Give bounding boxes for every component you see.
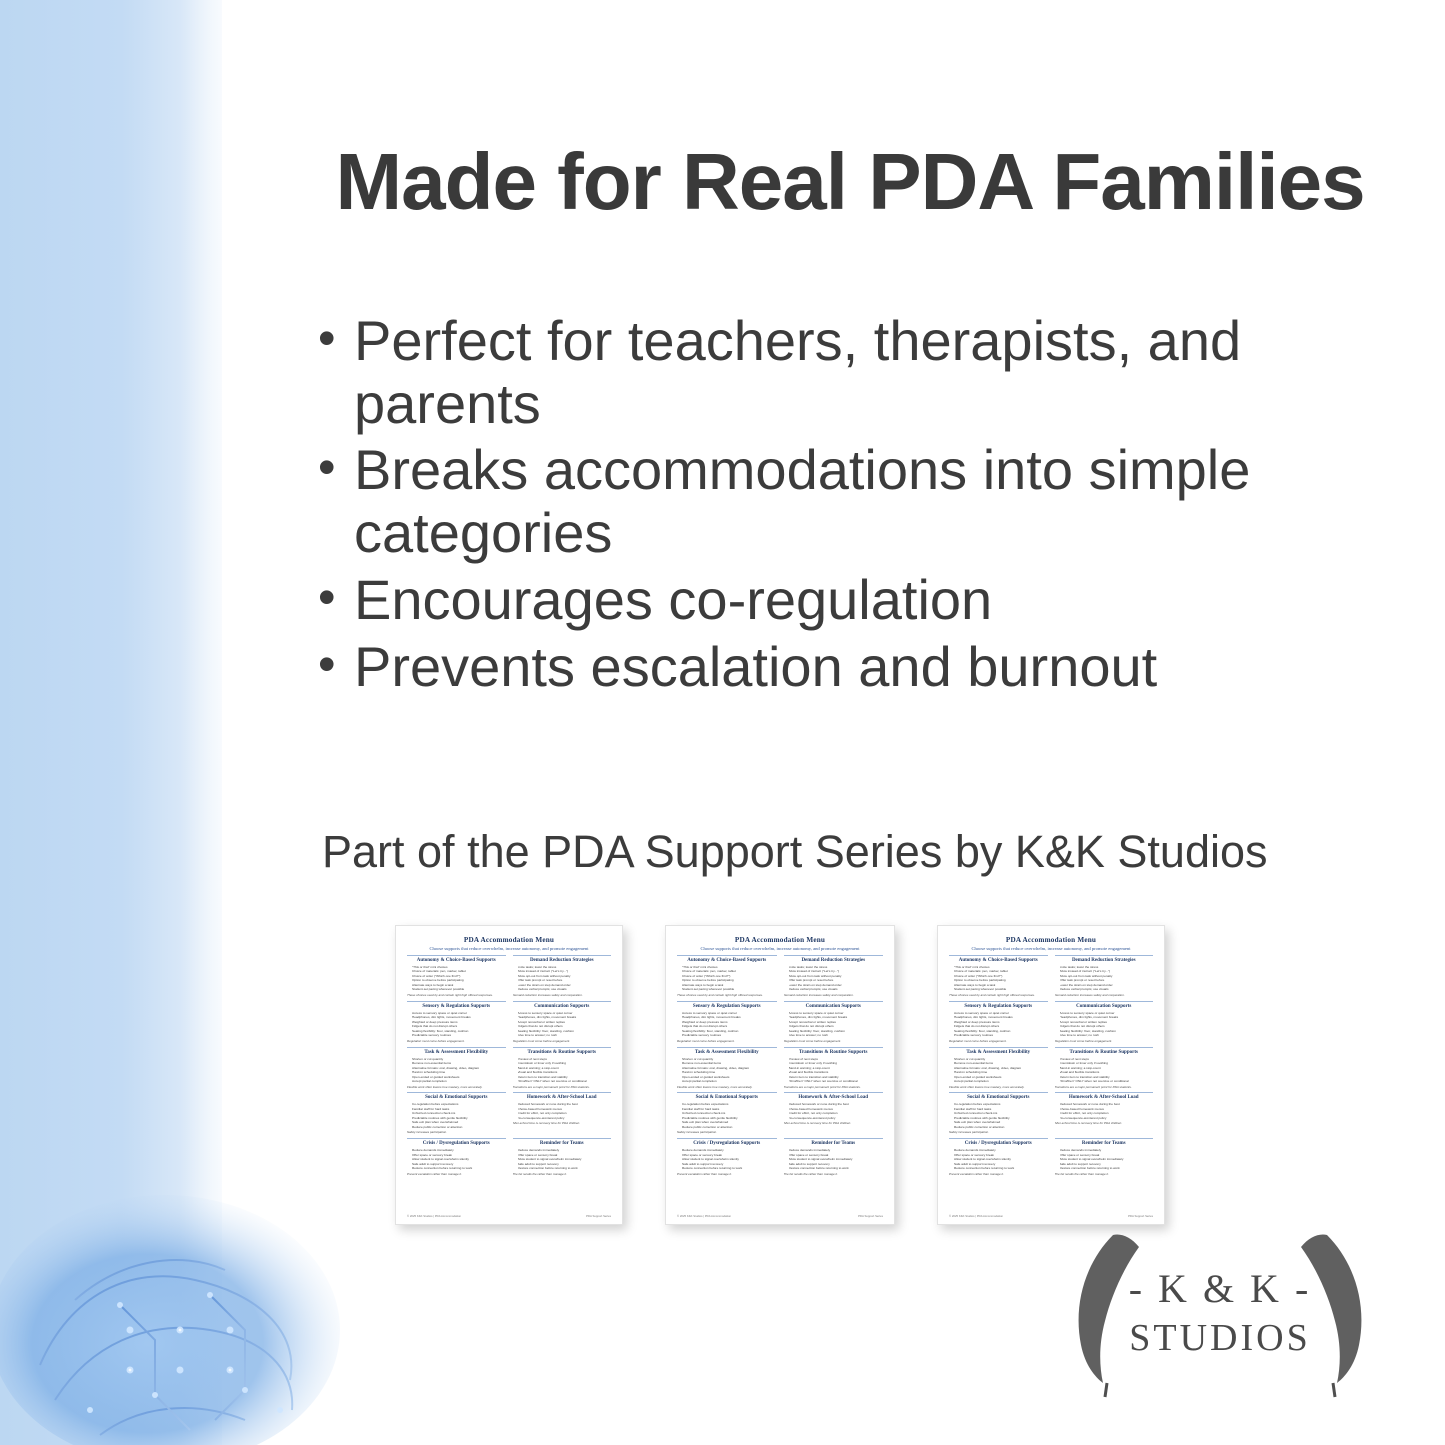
- doc-section-item: • No-consequence-at-interest policy: [789, 1116, 884, 1120]
- doc-section-heading: Demand Reduction Strategies: [801, 958, 866, 963]
- doc-section-item: • Return item to transition and stability: [518, 1075, 612, 1079]
- doc-section-item: • Access to sensory space or quiet corner: [412, 1011, 506, 1015]
- doc-footer-left: © 2025 K&K Studios | PDA Accommodation: [677, 1214, 732, 1218]
- doc-subtitle: Choose supports that reduce overwhelm, increase autonomy, and promote engagement: [971, 946, 1131, 951]
- doc-section-item: • Co-regulation before expectations: [412, 1102, 506, 1106]
- doc-section: [407, 955, 506, 998]
- doc-section: [1055, 1001, 1154, 1044]
- doc-section-note: After-school time is recovery time for PDA children.: [512, 1122, 581, 1126]
- doc-section: [784, 1138, 884, 1176]
- doc-section-item: • Familiar staff for hard tasks: [412, 1107, 506, 1111]
- doc-section-item: • Alternative formats: oral, drawing, video, diagram: [954, 1066, 1048, 1070]
- doc-section-note: These choices used by and contain right high offered responses.: [949, 993, 1035, 997]
- doc-section-item: • Fidgets that do not disrupt others: [412, 1024, 506, 1028]
- doc-section-item: • Reduce demands immediately: [412, 1148, 506, 1152]
- doc-section-item: • Access to sensory space or quiet corner: [682, 1011, 777, 1015]
- doc-section-heading: Reminder for Teams: [1081, 1141, 1126, 1147]
- doc-section-note: These choices used by and contain right high offered responses.: [407, 993, 493, 997]
- doc-section-note: Regulation must come before engagement.: [1054, 1039, 1113, 1043]
- doc-section-item: • Unhurried connection check-ins: [682, 1111, 777, 1115]
- doc-section-item: • Restore connection before returning to work: [412, 1166, 506, 1170]
- doc-section: [784, 955, 884, 998]
- doc-section-item: • Reduce demands immediately: [789, 1148, 884, 1152]
- doc-section-item: • Seating flexibility: floor, standing, cushion: [682, 1029, 777, 1033]
- doc-section-item: • Preview of next steps: [789, 1057, 884, 1061]
- doc-section-item: • Allow opt-out from task without penalty: [518, 974, 612, 978]
- doc-section-item: • Lower the strain on step demand order: [518, 983, 612, 987]
- doc-section-item: • Co-regulation before expectations: [954, 1102, 1048, 1106]
- doc-section-item: • Open-ended or guided worksheets: [412, 1075, 506, 1079]
- doc-section-item: • Reduce verbal prompts; use visuals: [789, 987, 884, 991]
- doc-section-item: • Safe adult to support recovery: [954, 1162, 1048, 1166]
- page-title: Made for Real PDA Families: [335, 137, 1365, 226]
- doc-section-note: Transitions are a major permanent point for PDA students.: [512, 1085, 590, 1089]
- doc-section-item: • Allow student to signal overwhelm silently: [682, 1157, 777, 1161]
- doc-section-item: • "First/then" ONLY when not coercive or conditional: [518, 1079, 612, 1083]
- doc-section-item: • Invite tasks; lower the stress: [518, 965, 612, 969]
- doc-section-heading: Reminder for Teams: [539, 1141, 584, 1147]
- doc-section-item: • Seating flexibility: floor, standing, cushion: [789, 1029, 884, 1033]
- doc-section-item: • Choice-based homework menus: [1060, 1107, 1154, 1111]
- doc-section-item: • Safe adult to support recovery: [682, 1162, 777, 1166]
- doc-section: [1055, 1047, 1154, 1090]
- doc-section: [513, 955, 612, 998]
- doc-section-heading: Sensory & Regulation Supports: [692, 1003, 761, 1009]
- doc-section: [677, 1001, 777, 1044]
- doc-section-item: • Accept partial completion: [412, 1079, 506, 1083]
- doc-section-item: • Predictable sensory routines: [412, 1033, 506, 1037]
- doc-section-item: • Reduce public correction or attention: [412, 1125, 506, 1129]
- doc-section-item: • Restore connection before returning to work: [954, 1166, 1048, 1170]
- doc-section-item: • Open-ended or guided worksheets: [682, 1075, 777, 1079]
- doc-section-item: • Restore connection before returning to work: [682, 1166, 777, 1170]
- doc-section: [949, 955, 1048, 998]
- doc-title: PDA Accommodation Menu: [463, 936, 555, 944]
- doc-section-item: • Shorten or cut quantity: [412, 1057, 506, 1061]
- doc-section-item: • Predictable sensory routines: [682, 1033, 777, 1037]
- doc-section-item: • Band-in warning; a stop-count: [518, 1066, 612, 1070]
- doc-section-item: • Student-set pacing whenever possible: [412, 987, 506, 991]
- doc-section-item: • Alternate ways to begin a task: [412, 983, 506, 987]
- doc-section-note: Safety increases participation.: [677, 1131, 718, 1135]
- doc-section-note: The list recalls the rather than manage it.: [512, 1172, 567, 1176]
- doc-footer-right: PDA Support Series: [586, 1214, 611, 1218]
- doc-section-item: • Headphones, dim lights, movement breaks: [954, 1015, 1048, 1019]
- doc-section-item: • "First/then" ONLY when not coercive or conditional: [789, 1079, 884, 1083]
- doc-footer-left: © 2025 K&K Studios | PDA Accommodation: [407, 1214, 462, 1218]
- doc-section-note: Regulation must come before engagement.: [407, 1039, 465, 1043]
- doc-footer-left: © 2025 K&K Studios | PDA Accommodation: [949, 1214, 1004, 1218]
- doc-section-item: • Credit for effort, not only completion: [518, 1111, 612, 1115]
- doc-section-item: • Reduced homework or none during the best: [1060, 1102, 1154, 1106]
- doc-section-item: • Hand-in scheduling time: [682, 1070, 777, 1074]
- doc-section-item: • Visual and flexible transitions: [1060, 1070, 1154, 1074]
- doc-section-item: • Offer space or sensory break: [412, 1153, 506, 1157]
- doc-section-item: • Reduce verbal prompts; use visuals: [1060, 987, 1154, 991]
- doc-section-item: • Reduced homework or none during the best: [789, 1102, 884, 1106]
- doc-section-item: • Allow student to signal overwhelm immediately: [789, 1157, 884, 1161]
- doc-section-item: • Seating flexibility: floor, standing, cushion: [954, 1029, 1048, 1033]
- doc-section-item: • Option to observe before participating: [412, 978, 506, 982]
- doc-section-item: • Shorten or cut quantity: [954, 1057, 1048, 1061]
- doc-section-item: • Choice of materials: pen, marker, tablet: [682, 969, 777, 973]
- doc-section-item: • Option to observe before participating: [682, 978, 777, 982]
- doc-section-heading: Transitions & Routine Supports: [1069, 1049, 1138, 1055]
- doc-section-item: • Seating flexibility: floor, standing, cushion: [518, 1029, 612, 1033]
- doc-section-item: • Restore connection before returning to work: [1060, 1166, 1154, 1170]
- doc-section-item: • Headphones, dim lights, movement breaks: [412, 1015, 506, 1019]
- band-fade-overlay: [180, 0, 250, 1445]
- doc-section-item: • Remove non-essential items: [954, 1061, 1048, 1065]
- doc-section-item: • Allow student to signal overwhelm silently: [954, 1157, 1048, 1161]
- doc-section-item: • Invite tasks; lower the stress: [1060, 965, 1154, 969]
- doc-section-item: • Alternate ways to begin a task: [954, 983, 1048, 987]
- bullet-marker-icon: •: [318, 310, 336, 366]
- doc-section-item: • Headphones, dim lights, movement breaks: [1060, 1015, 1154, 1019]
- list-item-label: Encourages co-regulation: [354, 567, 993, 631]
- doc-section-item: • Countdown or timer only if soothing: [518, 1061, 612, 1065]
- doc-section-item: • Band-in warning; a stop-count: [789, 1066, 884, 1070]
- doc-section-item: • Choice of materials: pen, marker, tablet: [412, 969, 506, 973]
- doc-section-note: Demand reduction increases safety and cooperation.: [512, 993, 583, 997]
- doc-section-item: • Reduce public correction or attention: [954, 1125, 1048, 1129]
- doc-section-item: • Reduce demands immediately: [518, 1148, 612, 1152]
- doc-section: [784, 1001, 884, 1044]
- doc-section-heading: Communication Supports: [805, 1003, 861, 1009]
- doc-section-item: • Student-set pacing whenever possible: [682, 987, 777, 991]
- doc-section-item: • Lower the strain on step demand order: [789, 983, 884, 987]
- doc-section-item: • Lower the strain on step demand order: [1060, 983, 1154, 987]
- doc-title: PDA Accommodation Menu: [734, 936, 826, 944]
- doc-section-heading: Crisis / Dysregulation Supports: [693, 1141, 761, 1147]
- doc-section-item: • Visual and flexible transitions: [518, 1070, 612, 1074]
- doc-section-item: • Safe adult to support recovery: [1060, 1162, 1154, 1166]
- doc-subtitle: Choose supports that reduce overwhelm, increase autonomy, and promote engagement: [429, 946, 589, 951]
- doc-section-item: • Offer space or sensory break: [789, 1153, 884, 1157]
- brand-logo: [1055, 1225, 1385, 1400]
- doc-section-item: • Access to sensory space or quiet corner: [1060, 1011, 1154, 1015]
- doc-section-item: • Band-in warning; a stop-count: [1060, 1066, 1154, 1070]
- doc-section-item: • Accept partial completion: [682, 1079, 777, 1083]
- doc-section: [949, 1001, 1048, 1044]
- doc-section-item: • Allow opt-out from task without penalty: [789, 974, 884, 978]
- doc-section-heading: Sensory & Regulation Supports: [422, 1003, 491, 1009]
- logo-line-1: - K & K -: [1128, 1266, 1312, 1311]
- doc-section-item: • Choice of order ("Which one first?"): [682, 974, 777, 978]
- doc-section-item: • Allow student to signal overwhelm silently: [412, 1157, 506, 1161]
- doc-section-item: • Give time to answer; no rush: [1060, 1033, 1154, 1037]
- doc-section-item: • Weighted or deep pressure items: [954, 1020, 1048, 1024]
- doc-section-item: • Safe adult to support recovery: [789, 1162, 884, 1166]
- doc-section: [407, 1001, 506, 1044]
- doc-section-item: • Accept nonverbal or written replies: [789, 1020, 884, 1024]
- doc-section-note: Prevent escalation rather than manage it.: [407, 1172, 462, 1176]
- doc-section-item: • Choice of order ("Which one first?"): [412, 974, 506, 978]
- doc-section-item: • Choice-based homework menus: [518, 1107, 612, 1111]
- doc-section-item: • Reduce public correction or attention: [682, 1125, 777, 1129]
- doc-section-heading: Autonomy & Choice-Based Supports: [416, 958, 496, 963]
- doc-section-item: • "First/then" ONLY when not coercive or conditional: [1060, 1079, 1154, 1083]
- doc-section-item: • Invite tasks; lower the stress: [789, 965, 884, 969]
- doc-section-heading: Sensory & Regulation Supports: [964, 1003, 1033, 1009]
- doc-section-note: After-school time is recovery time for PDA children.: [783, 1122, 852, 1126]
- doc-section-item: • Safe exit plan when overwhelmed: [412, 1120, 506, 1124]
- document-thumbnail[interactable]: [665, 925, 895, 1225]
- doc-section-heading: Transitions & Routine Supports: [799, 1049, 868, 1055]
- doc-section-item: • Reduce verbal prompts; use visuals: [518, 987, 612, 991]
- doc-section-item: • Reduce demands immediately: [682, 1148, 777, 1152]
- doc-section-item: • Allow opt-out from task without penalty: [1060, 974, 1154, 978]
- doc-section-item: • Give time to answer; no rush: [518, 1033, 612, 1037]
- doc-section-item: • Unhurried connection check-ins: [412, 1111, 506, 1115]
- doc-section-heading: Communication Supports: [1076, 1003, 1132, 1009]
- doc-section-item: • Restore connection before returning to work: [789, 1166, 884, 1170]
- doc-section-item: • No-consequence-at-interest policy: [518, 1116, 612, 1120]
- doc-section-item: • Hand-in scheduling time: [412, 1070, 506, 1074]
- doc-section-item: • Remove non-essential items: [412, 1061, 506, 1065]
- doc-section-item: • Fidgets that do not disrupt others: [1060, 1024, 1154, 1028]
- doc-section-item: • Visual and flexible transitions: [789, 1070, 884, 1074]
- doc-section-item: • "This or that" mini choices: [412, 965, 506, 969]
- doc-section-item: • Restore connection before returning to work: [518, 1166, 612, 1170]
- doc-section: [949, 1047, 1048, 1090]
- doc-section: [677, 1138, 777, 1176]
- doc-section-note: The list recalls the rather than manage it.: [1054, 1172, 1109, 1176]
- doc-section: [784, 1092, 884, 1135]
- doc-section-item: • Offer space or sensory break: [1060, 1153, 1154, 1157]
- doc-section-item: • Credit for effort, not only completion: [1060, 1111, 1154, 1115]
- doc-section-item: • Countdown or timer only if soothing: [1060, 1061, 1154, 1065]
- doc-section-note: Transitions are a major permanent point for PDA students.: [1054, 1085, 1132, 1089]
- doc-section-heading: Demand Reduction Strategies: [1071, 958, 1136, 963]
- doc-section-item: • Remove non-essential items: [682, 1061, 777, 1065]
- doc-section-heading: Social & Emotional Supports: [695, 1095, 758, 1101]
- doc-subtitle: Choose supports that reduce overwhelm, increase autonomy, and promote engagement: [700, 946, 860, 951]
- list-item: [318, 636, 1388, 699]
- doc-section-heading: Task & Assessment Flexibility: [424, 1049, 489, 1055]
- series-subline: Part of the PDA Support Series by K&K Studios: [322, 826, 1268, 877]
- logo-line-2: STUDIOS: [1129, 1317, 1311, 1359]
- doc-section-item: • Give time to answer; no rush: [789, 1033, 884, 1037]
- doc-section: [949, 1138, 1048, 1176]
- document-thumbnail[interactable]: [395, 925, 623, 1225]
- doc-section-item: • Allow instead of instruct ("Let's try..."): [1060, 969, 1154, 973]
- doc-section: [1055, 955, 1154, 998]
- doc-section-item: • Access to sensory space or quiet corner: [518, 1011, 612, 1015]
- doc-section-heading: Communication Supports: [534, 1003, 590, 1009]
- bullet-marker-icon: •: [318, 568, 336, 625]
- doc-section-item: • Access to sensory space or quiet corner: [954, 1011, 1048, 1015]
- doc-section: [784, 1047, 884, 1090]
- doc-section-note: Regulation must come before engagement.: [783, 1039, 842, 1043]
- doc-section-item: • Offer task prompt or reset before: [789, 978, 884, 982]
- doc-section: [1055, 1138, 1154, 1176]
- doc-section-item: • Alternate ways to begin a task: [682, 983, 777, 987]
- doc-section-heading: Social & Emotional Supports: [967, 1095, 1030, 1101]
- doc-section: [407, 1047, 506, 1090]
- doc-section-item: • Headphones, dim lights, movement breaks: [518, 1015, 612, 1019]
- doc-section-item: • Preview of next steps: [1060, 1057, 1154, 1061]
- list-item-label: Prevents escalation and burnout: [354, 634, 1158, 698]
- doc-section-item: • Alternative formats: oral, drawing, video, diagram: [682, 1066, 777, 1070]
- doc-section-heading: Demand Reduction Strategies: [529, 958, 594, 963]
- doc-section-item: • Countdown or timer only if soothing: [789, 1061, 884, 1065]
- doc-section-item: • Open-ended or guided worksheets: [954, 1075, 1048, 1079]
- doc-section-item: • Accept nonverbal or written replies: [518, 1020, 612, 1024]
- doc-section-note: Prevent escalation rather than manage it.: [949, 1172, 1004, 1176]
- doc-section: [513, 1138, 612, 1176]
- doc-section-item: • Co-regulation before expectations: [682, 1102, 777, 1106]
- doc-section: [1055, 1092, 1154, 1135]
- doc-section-item: • Predictable routines with gentle flexibility: [682, 1116, 777, 1120]
- doc-footer-right: PDA Support Series: [1128, 1214, 1153, 1218]
- doc-section: [407, 1138, 506, 1176]
- list-item: [318, 569, 1388, 632]
- doc-section-heading: Task & Assessment Flexibility: [966, 1049, 1031, 1055]
- doc-section-item: • Preview of next steps: [518, 1057, 612, 1061]
- doc-section-note: Flexible work often lowers true mastery, more accurately.: [949, 1085, 1025, 1089]
- doc-section-heading: Task & Assessment Flexibility: [694, 1049, 759, 1055]
- doc-section: [513, 1001, 612, 1044]
- doc-section-item: • Allow instead of instruct ("Let's try..."): [789, 969, 884, 973]
- doc-section-item: • Headphones, dim lights, movement breaks: [789, 1015, 884, 1019]
- doc-section-item: • Safe exit plan when overwhelmed: [954, 1120, 1048, 1124]
- doc-section-item: • No-consequence-at-interest policy: [1060, 1116, 1154, 1120]
- doc-section-item: • Predictable routines with gentle flexibility: [954, 1116, 1048, 1120]
- doc-section-item: • Headphones, dim lights, movement breaks: [682, 1015, 777, 1019]
- doc-section-item: • Offer space or sensory break: [518, 1153, 612, 1157]
- doc-section-item: • Shorten or cut quantity: [682, 1057, 777, 1061]
- doc-section-note: Flexible work often lowers true mastery, more accurately.: [677, 1085, 753, 1089]
- doc-section-item: • Reduce demands immediately: [954, 1148, 1048, 1152]
- doc-section-item: • Choice of materials: pen, marker, tablet: [954, 969, 1048, 973]
- doc-section: [513, 1047, 612, 1090]
- doc-section-item: • Offer task prompt or reset before: [518, 978, 612, 982]
- doc-section-item: • "This or that" mini choices: [682, 965, 777, 969]
- doc-section-heading: Reminder for Teams: [811, 1141, 856, 1147]
- doc-section-note: Regulation must come before engagement.: [677, 1039, 735, 1043]
- doc-section-item: • Familiar staff for hard tasks: [682, 1107, 777, 1111]
- doc-section: [513, 1092, 612, 1135]
- doc-section-heading: Transitions & Routine Supports: [527, 1049, 596, 1055]
- doc-section-note: Demand reduction increases safety and cooperation.: [1054, 993, 1125, 997]
- doc-section-item: • Reduce demands immediately: [1060, 1148, 1154, 1152]
- doc-section-item: • Allow student to signal overwhelm immediately: [518, 1157, 612, 1161]
- doc-section-heading: Autonomy & Choice-Based Supports: [687, 958, 767, 963]
- doc-section-item: • Safe exit plan when overwhelmed: [682, 1120, 777, 1124]
- doc-section: [407, 1092, 506, 1135]
- list-item: [318, 439, 1388, 564]
- list-item: [318, 310, 1388, 435]
- doc-section-item: • Offer space or sensory break: [682, 1153, 777, 1157]
- doc-section-heading: Crisis / Dysregulation Supports: [422, 1141, 490, 1147]
- doc-section-item: • Offer task prompt or reset before: [1060, 978, 1154, 982]
- doc-section-item: • Predictable sensory routines: [954, 1033, 1048, 1037]
- doc-section-item: • Choice-based homework menus: [789, 1107, 884, 1111]
- doc-section-item: • Return item to transition and stability: [1060, 1075, 1154, 1079]
- doc-section-heading: Homework & After-School Load: [1068, 1095, 1139, 1101]
- doc-section-item: • Safe adult to support recovery: [412, 1162, 506, 1166]
- doc-section-item: • Access to sensory space or quiet corner: [789, 1011, 884, 1015]
- doc-section-heading: Homework & After-School Load: [798, 1095, 869, 1101]
- doc-section-item: • Fidgets that do not disrupt others: [682, 1024, 777, 1028]
- doc-section: [677, 1092, 777, 1135]
- bullet-marker-icon: •: [318, 635, 336, 692]
- doc-section-item: • Predictable routines with gentle flexibility: [412, 1116, 506, 1120]
- doc-section-heading: Crisis / Dysregulation Supports: [964, 1141, 1032, 1147]
- doc-section-note: Safety increases participation.: [949, 1131, 990, 1135]
- doc-section-item: • Allow instead of instruct ("Let's try..."): [518, 969, 612, 973]
- doc-section-note: Flexible work often lowers true mastery, more accurately.: [407, 1085, 483, 1089]
- doc-section-item: • Weighted or deep pressure items: [412, 1020, 506, 1024]
- doc-section-item: • Accept partial completion: [954, 1079, 1048, 1083]
- doc-section: [949, 1092, 1048, 1135]
- doc-section-note: Safety increases participation.: [407, 1131, 448, 1135]
- doc-section-note: Regulation must come before engagement.: [949, 1039, 1007, 1043]
- doc-section-heading: Autonomy & Choice-Based Supports: [958, 958, 1038, 963]
- doc-section: [677, 1047, 777, 1090]
- doc-section-item: • Safe adult to support recovery: [518, 1162, 612, 1166]
- doc-section-item: • Fidgets that do not disrupt others: [789, 1024, 884, 1028]
- doc-section-note: Prevent escalation rather than manage it.: [677, 1172, 732, 1176]
- doc-section-note: These choices used by and contain right high offered responses.: [677, 993, 763, 997]
- doc-section-heading: Social & Emotional Supports: [425, 1095, 488, 1101]
- doc-section-note: Demand reduction increases safety and cooperation.: [783, 993, 854, 997]
- doc-section-note: Transitions are a major permanent point for PDA students.: [783, 1085, 861, 1089]
- doc-section-note: The list recalls the rather than manage it.: [783, 1172, 838, 1176]
- doc-section-item: • Option to observe before participating: [954, 978, 1048, 982]
- doc-section-item: • Fidgets that do not disrupt others: [954, 1024, 1048, 1028]
- feature-bullet-list: [318, 310, 1388, 702]
- doc-section-item: • Seating flexibility: floor, standing, cushion: [1060, 1029, 1154, 1033]
- doc-section: [677, 955, 777, 998]
- doc-section-item: • Credit for effort, not only completion: [789, 1111, 884, 1115]
- doc-section-item: • "This or that" mini choices: [954, 965, 1048, 969]
- doc-section-item: • Choice of order ("Which one first?"): [954, 974, 1048, 978]
- document-thumbnail[interactable]: [937, 925, 1165, 1225]
- doc-section-item: • Accept nonverbal or written replies: [1060, 1020, 1154, 1024]
- doc-title: PDA Accommodation Menu: [1005, 936, 1097, 944]
- list-item-label: Perfect for teachers, therapists, and parents: [354, 309, 1242, 435]
- doc-section-note: After-school time is recovery time for PDA children.: [1054, 1122, 1123, 1126]
- doc-section-item: • Reduced homework or none during the best: [518, 1102, 612, 1106]
- doc-section-item: • Seating flexibility: floor, standing, cushion: [412, 1029, 506, 1033]
- doc-section-heading: Homework & After-School Load: [526, 1095, 597, 1101]
- document-preview-gallery: [395, 925, 1165, 1245]
- doc-section-item: • Alternative formats: oral, drawing, video, diagram: [412, 1066, 506, 1070]
- doc-section-item: • Unhurried connection check-ins: [954, 1111, 1048, 1115]
- list-item-label: Breaks accommodations into simple categories: [354, 438, 1251, 565]
- doc-section-item: • Familiar staff for hard tasks: [954, 1107, 1048, 1111]
- doc-section-item: • Hand-in scheduling time: [954, 1070, 1048, 1074]
- doc-section-item: • Fidgets that do not disrupt others: [518, 1024, 612, 1028]
- doc-section-item: • Allow student to signal overwhelm immediately: [1060, 1157, 1154, 1161]
- doc-section-item: • Student-set pacing whenever possible: [954, 987, 1048, 991]
- doc-section-item: • Offer space or sensory break: [954, 1153, 1048, 1157]
- doc-footer-right: PDA Support Series: [858, 1214, 883, 1218]
- doc-section-item: • Return item to transition and stability: [789, 1075, 884, 1079]
- bullet-marker-icon: •: [318, 439, 336, 496]
- doc-section-item: • Weighted or deep pressure items: [682, 1020, 777, 1024]
- doc-section-note: Regulation must come before engagement.: [512, 1039, 571, 1043]
